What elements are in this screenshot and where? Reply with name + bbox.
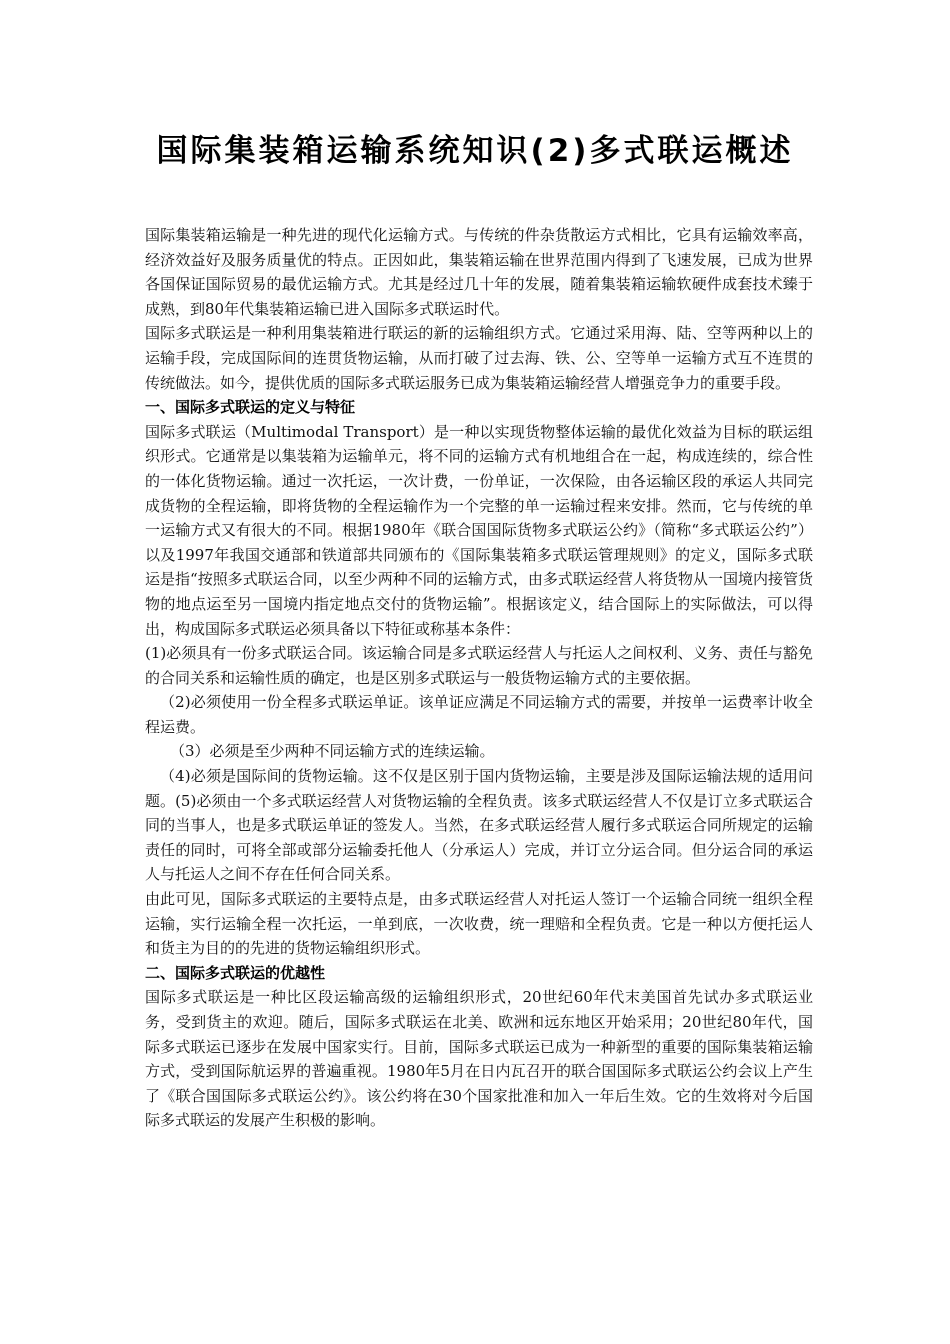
document-title: 国际集装箱运输系统知识(2)多式联运概述	[156, 133, 794, 169]
document-body	[145, 223, 813, 1133]
section-heading-2: 二、国际多式联运的优越性	[145, 963, 326, 982]
section-heading-1: 一、国际多式联运的定义与特征	[145, 398, 356, 417]
paragraph-intro-2: 国际多式联运是一种利用集装箱进行联运的新的运输组织方式。它通过采用海、陆、空等两种以上的运输手段，完成国际间的连贯货物运输，从而打破了过去海、铁、公、空等单一运输方式互不连贯的传统做法。如今，提供优质的国际多式联运服务已成为集装箱运输经营人增强竞争力的重要手段。	[145, 324, 813, 392]
list-item-1: (1)必须具有一份多式联运合同。该运输合同是多式联运经营人与托运人之间权利、义务、责任与豁免的合同关系和运输性质的确定，也是区别多式联运与一般货物运输方式的主要依据。	[145, 644, 813, 687]
list-item-2: （2)必须使用一份全程多式联运单证。该单证应满足不同运输方式的需要，并按单一运费率计收全程运费。	[145, 693, 813, 736]
list-item-4: （4)必须是国际间的货物运输。这不仅是区别于国内货物运输，主要是涉及国际运输法规的适用问题。(5)必须由一个多式联运经营人对货物运输的全程负责。该多式联运经营人不仅是订立多式联运合同的当事人，也是多式联运单证的签发人。当然，在多式联运经营人履行多式联运合同所规定的运输责任的同时，可将全部或部分运输委托他人（分承运人）完成，并订立分运合同。但分运合同的承运人与托运人之间不存在任何合同关系。	[145, 767, 813, 884]
list-item-3: （3）必须是至少两种不同运输方式的连续运输。	[170, 742, 495, 761]
paragraph-summary: 由此可见，国际多式联运的主要特点是，由多式联运经营人对托运人签订一个运输合同统一组织全程运输，实行运输全程一次托运，一单到底，一次收费，统一理赔和全程负责。它是一种以方便托运人和货主为目的的先进的货物运输组织形式。	[145, 890, 813, 958]
paragraph-advantages: 国际多式联运是一种比区段运输高级的运输组织形式，20世纪60年代末美国首先试办多式联运业务，受到货主的欢迎。随后，国际多式联运在北美、欧洲和远东地区开始采用；20世纪80年代，国际多式联运已逐步在发展中国家实行。目前，国际多式联运已成为一种新型的重要的国际集装箱运输方式，受到国际航运界的普遍重视。1980年5月在日内瓦召开的联合国国际多式联运公约会议上产生了《联合国国际多式联运公约》。该公约将在30个国家批准和加入一年后生效。它的生效将对今后国际多式联运的发展产生积极的影响。	[145, 988, 813, 1130]
paragraph-intro-1: 国际集装箱运输是一种先进的现代化运输方式。与传统的件杂货散运方式相比，它具有运输效率高，经济效益好及服务质量优的特点。正因如此，集装箱运输在世界范围内得到了飞速发展，已成为世界各国保证国际贸易的最优运输方式。尤其是经过几十年的发展，随着集装箱运输软硬件成套技术臻于成熟，到80年代集装箱运输已进入国际多式联运时代。	[145, 226, 813, 318]
paragraph-definition: 国际多式联运（Multimodal Transport）是一种以实现货物整体运输的最优化效益为目标的联运组织形式。它通常是以集装箱为运输单元，将不同的运输方式有机地组合在一起，构成连续的，综合性的一体化货物运输。通过一次托运，一次计费，一份单证，一次保险，由各运输区段的承运人共同完成货物的全程运输，即将货物的全程运输作为一个完整的单一运输过程来安排。然而，它与传统的单一运输方式又有很大的不同。根据1980年《联合国国际货物多式联运公约》（简称“多式联运公约”）以及1997年我国交通部和铁道部共同颁布的《国际集装箱多式联运管理规则》的定义，国际多式联运是指“按照多式联运合同，以至少两种不同的运输方式，由多式联运经营人将货物从一国境内接管货物的地点运至另一国境内指定地点交付的货物运输”。根据该定义，结合国际上的实际做法，可以得出，构成国际多式联运必须具备以下特征或称基本条件：	[145, 422, 813, 638]
